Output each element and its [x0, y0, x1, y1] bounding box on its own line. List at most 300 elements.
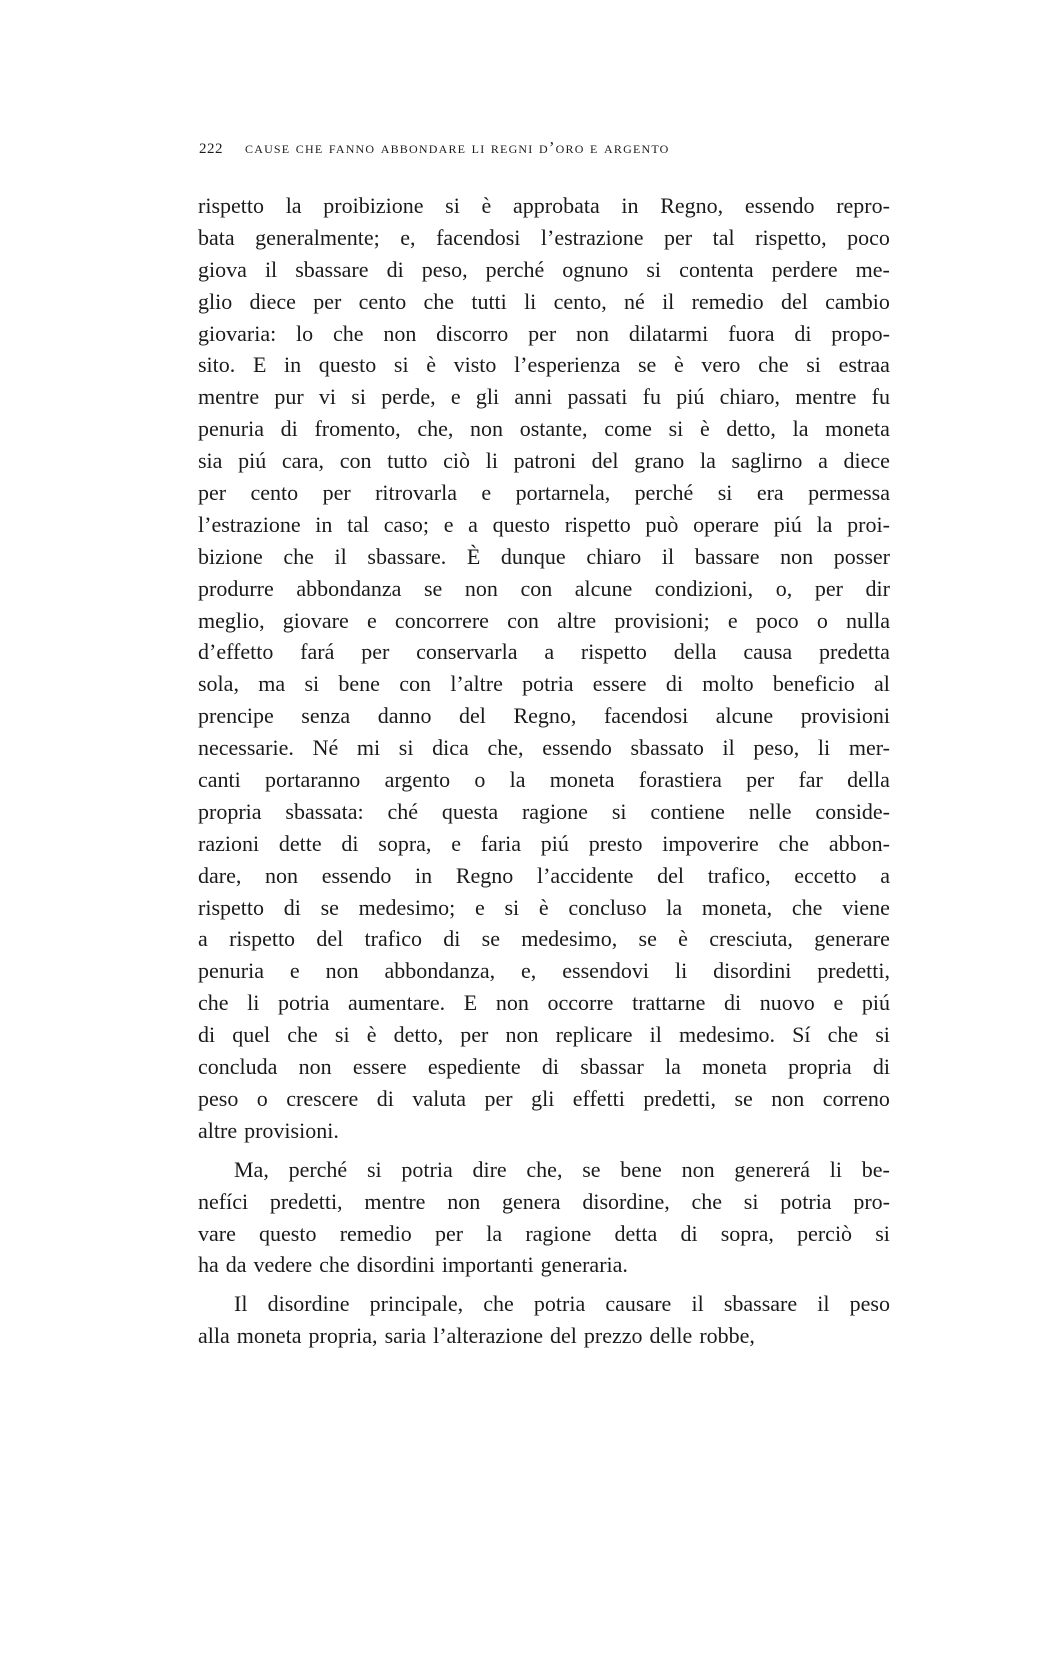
word: vero: [701, 352, 741, 378]
word: si: [668, 416, 684, 442]
word: si: [875, 1022, 890, 1048]
word: essere: [592, 671, 647, 697]
word: l’accidente: [536, 862, 634, 888]
word: delle: [649, 1323, 693, 1349]
word: si: [717, 480, 733, 506]
word: tutti: [471, 288, 507, 314]
word: impoverire: [662, 830, 759, 856]
word: perciò: [797, 1220, 853, 1246]
word: è: [426, 352, 436, 378]
text-line: [198, 1218, 890, 1250]
word: si: [875, 1220, 890, 1246]
word: non: [495, 990, 529, 1016]
word: rispetto: [198, 193, 264, 218]
word: la: [665, 1054, 681, 1080]
word: me-: [855, 256, 890, 282]
word: facendosi: [603, 703, 689, 729]
word: è: [481, 193, 492, 218]
word: li: [524, 288, 537, 314]
word: per: [322, 480, 351, 506]
word: disordine: [267, 1291, 350, 1317]
word: detta: [614, 1220, 658, 1246]
word: che: [791, 894, 823, 920]
text-line: [198, 700, 890, 732]
word: se: [320, 894, 339, 920]
word: questo: [259, 1220, 317, 1246]
word: propo-: [831, 320, 890, 346]
word: saglirno: [731, 448, 803, 474]
word: principale,: [369, 1291, 464, 1317]
word: chiaro,: [719, 384, 781, 410]
word: essendo: [542, 735, 612, 761]
word: peso,: [753, 735, 800, 761]
word: di: [872, 1054, 890, 1080]
word: il: [661, 543, 675, 569]
word: alcune: [574, 575, 633, 601]
word: poco: [847, 224, 890, 250]
word: abbondanza,: [384, 958, 496, 984]
word: giovaria:: [198, 320, 277, 346]
word: concluda: [198, 1054, 278, 1080]
word: questa: [441, 798, 499, 824]
word: prencipe: [198, 703, 274, 729]
word: contiene: [650, 798, 725, 824]
word: sito.: [198, 352, 236, 378]
word: tutto: [387, 448, 428, 474]
word: espediente: [427, 1054, 521, 1080]
word: o: [816, 607, 828, 633]
text-line: [198, 1051, 890, 1083]
word: viene: [842, 894, 890, 920]
word: si: [806, 352, 821, 378]
word: medesimo;: [358, 894, 456, 920]
word: di: [376, 1085, 394, 1111]
word: non: [576, 320, 610, 346]
text-line: [198, 605, 890, 637]
word: gli: [475, 384, 500, 410]
word: potria: [533, 1291, 586, 1317]
word: meglio,: [198, 607, 265, 633]
word: l’altre: [450, 671, 503, 697]
word: medesimo.: [679, 1022, 775, 1048]
text-line: [198, 381, 890, 413]
paragraph-gap: [198, 1147, 890, 1154]
text-line: [198, 1083, 890, 1115]
word: la: [666, 894, 683, 920]
word: si: [304, 671, 320, 697]
word: dire: [472, 1156, 507, 1182]
text-line: [198, 668, 890, 700]
word: portarnela,: [515, 480, 611, 506]
word: ma: [258, 671, 286, 697]
word: perché: [288, 1156, 348, 1182]
text-line: [198, 1249, 890, 1281]
word: bene: [620, 1156, 662, 1182]
word: necessarie.: [198, 735, 294, 761]
word: di: [283, 894, 301, 920]
word: e: [450, 384, 461, 410]
word: cento: [250, 480, 299, 506]
word: E: [463, 990, 478, 1016]
word: forastiera: [638, 767, 722, 793]
word: penuria: [198, 958, 264, 984]
word: in: [621, 193, 639, 218]
word: non: [383, 320, 417, 346]
word: l’estrazione: [198, 511, 301, 537]
word: argento: [384, 767, 451, 793]
word: o: [474, 767, 486, 793]
word: dica: [432, 735, 469, 761]
word: per: [664, 224, 693, 250]
word: non: [780, 543, 814, 569]
word: causare: [605, 1291, 672, 1317]
word: dunque: [500, 543, 566, 569]
word: del: [591, 448, 619, 474]
word: alla: [198, 1323, 230, 1349]
word: genererá: [734, 1156, 811, 1182]
word: della: [673, 639, 717, 665]
word: se: [582, 1156, 601, 1182]
word: è: [538, 894, 549, 920]
word: che: [198, 990, 229, 1016]
word: piú: [676, 384, 705, 410]
word: né: [624, 288, 645, 314]
word: penuria: [198, 416, 264, 442]
word: e: [451, 830, 461, 856]
word: che: [283, 543, 314, 569]
word: in: [415, 862, 433, 888]
word: li: [247, 990, 260, 1016]
word: la: [285, 193, 302, 218]
word: razioni: [198, 830, 260, 856]
word: per: [434, 1220, 464, 1246]
word: diece: [843, 448, 890, 474]
word: li: [674, 958, 688, 984]
word: che,: [417, 416, 454, 442]
word: il: [334, 543, 347, 569]
word: perché: [634, 480, 694, 506]
text-line: [198, 1019, 890, 1051]
word: essendo: [321, 862, 392, 888]
word: del: [459, 703, 486, 729]
word: fu: [871, 384, 890, 410]
word: del: [780, 288, 808, 314]
word: repro-: [836, 193, 890, 218]
word: con: [399, 671, 432, 697]
word: mi: [356, 735, 381, 761]
word: di: [443, 926, 461, 952]
word: sbassata:: [285, 798, 364, 824]
text-line: [198, 477, 890, 509]
word: estraa: [838, 352, 890, 378]
text-line: [198, 1320, 890, 1352]
word: anni: [514, 384, 553, 410]
word: moneta,: [701, 894, 773, 920]
word: portaranno: [265, 767, 361, 793]
word: vare: [198, 1220, 236, 1246]
word: che: [758, 352, 789, 378]
word: con: [339, 448, 372, 474]
word: pur: [274, 384, 304, 410]
word: eccetto: [794, 862, 857, 888]
word: moneta: [702, 1054, 767, 1080]
word: be-: [861, 1156, 890, 1182]
word: approbata: [512, 193, 600, 218]
word: il: [662, 288, 675, 314]
word: a: [544, 639, 555, 665]
word: per: [528, 320, 557, 346]
word: Regno,: [660, 193, 724, 218]
word: che: [483, 1291, 514, 1317]
word: ognuno: [562, 256, 629, 282]
word: con: [507, 607, 539, 633]
word: questo: [492, 511, 551, 537]
word: saria: [384, 1323, 427, 1349]
word: di: [794, 320, 812, 346]
word: si: [646, 256, 662, 282]
text-line: [198, 222, 890, 254]
word: peso,: [421, 256, 468, 282]
word: provisioni;: [614, 607, 710, 633]
word: chiaro: [586, 543, 642, 569]
text-line: [198, 349, 890, 381]
word: mer-: [848, 735, 890, 761]
text-line: [198, 254, 890, 286]
text-line: [198, 828, 890, 860]
word: grano: [634, 448, 685, 474]
text-line: [198, 892, 890, 924]
word: generalmente;: [255, 224, 380, 250]
word: concluso: [568, 894, 647, 920]
word: l’esperienza: [514, 352, 621, 378]
word: e: [289, 958, 300, 984]
word: del: [316, 926, 344, 952]
word: proi-: [847, 511, 890, 537]
word: vedere: [253, 1252, 313, 1278]
word: e: [481, 480, 492, 506]
word: che,: [487, 735, 524, 761]
word: il: [691, 1291, 704, 1317]
word: genera: [501, 1188, 561, 1214]
word: il: [264, 256, 278, 282]
word: ha: [198, 1252, 219, 1278]
word: rispetto: [198, 894, 264, 920]
word: e: [474, 894, 485, 920]
word: si: [743, 1188, 759, 1214]
text-line: [198, 860, 890, 892]
word: altre: [557, 607, 597, 633]
word: che,: [526, 1156, 563, 1182]
text-line: [198, 1288, 890, 1320]
word: sia: [198, 448, 223, 474]
word: li: [485, 448, 498, 474]
word: che: [691, 1188, 723, 1214]
word: per: [460, 1022, 489, 1048]
word: condizioni,: [654, 575, 754, 601]
word: dilatarmi: [628, 320, 709, 346]
word: moneta: [825, 416, 890, 442]
word: di: [541, 1054, 560, 1080]
word: si: [351, 384, 366, 410]
word: nefíci: [198, 1188, 249, 1214]
word: causa: [743, 639, 793, 665]
word: robbe,: [699, 1323, 755, 1349]
word: proibizione: [323, 193, 424, 218]
word: essendo: [744, 193, 815, 218]
word: di: [198, 1022, 216, 1048]
word: non: [681, 1156, 715, 1182]
word: operare: [693, 511, 760, 537]
word: trafico: [364, 926, 422, 952]
text-line: [198, 1115, 890, 1147]
word: peso: [849, 1291, 890, 1317]
word: d’effetto: [198, 639, 274, 665]
word: remedio: [339, 1220, 412, 1246]
word: mentre: [795, 384, 857, 410]
word: potria: [780, 1188, 832, 1214]
word: disordine,: [582, 1188, 670, 1214]
word: o,: [775, 575, 793, 601]
word: sbassare.: [367, 543, 447, 569]
word: che: [332, 320, 364, 346]
word: la: [509, 767, 526, 793]
text-line: [198, 1186, 890, 1218]
word: discorro: [436, 320, 509, 346]
word: diece: [249, 288, 296, 314]
word: vi: [318, 384, 337, 410]
word: trafico,: [707, 862, 771, 888]
word: non: [325, 958, 359, 984]
word: e: [727, 607, 738, 633]
word: predetti,: [643, 1085, 717, 1111]
word: al: [874, 671, 890, 697]
word: con: [520, 575, 553, 601]
word: propria,: [308, 1323, 378, 1349]
word: senza: [301, 703, 351, 729]
word: beneficio: [772, 671, 855, 697]
word: mentre: [198, 384, 260, 410]
word: ché: [387, 798, 419, 824]
word: faria: [480, 830, 522, 856]
word: e: [443, 511, 454, 537]
word: giovare: [282, 607, 349, 633]
text-line: [198, 1154, 890, 1186]
word: importanti: [441, 1252, 534, 1278]
word: non: [470, 416, 504, 442]
word: cresciuta,: [709, 926, 793, 952]
word: di: [680, 1220, 698, 1246]
word: danno: [377, 703, 432, 729]
word: bene: [338, 671, 380, 697]
word: provisioni.: [244, 1117, 339, 1143]
word: in: [315, 511, 333, 537]
word: per: [746, 767, 775, 793]
word: aumentare.: [348, 990, 446, 1016]
word: Regno: [455, 862, 514, 888]
word: Né: [312, 735, 339, 761]
text-line: [198, 732, 890, 764]
text-line: [198, 318, 890, 350]
text-line: [198, 190, 890, 222]
word: se: [481, 926, 500, 952]
word: poco: [755, 607, 799, 633]
word: di: [386, 256, 404, 282]
word: predetti,: [817, 958, 890, 984]
text-line: [198, 541, 890, 573]
word: altre: [198, 1117, 238, 1143]
text-line: [198, 923, 890, 955]
word: si: [504, 894, 520, 920]
word: medesimo,: [521, 926, 618, 952]
word: rispetto: [580, 639, 647, 665]
word: della: [847, 767, 890, 793]
word: la: [792, 416, 809, 442]
word: questo: [318, 352, 377, 378]
word: sbassar: [580, 1054, 644, 1080]
word: remedio: [691, 288, 764, 314]
word: abbon-: [828, 830, 890, 856]
word: cento: [358, 288, 407, 314]
word: permessa: [808, 480, 890, 506]
word: il: [722, 735, 735, 761]
word: il: [649, 1022, 662, 1048]
word: peso: [198, 1085, 239, 1111]
word: lo: [296, 320, 314, 346]
word: si: [398, 735, 414, 761]
word: crescere: [286, 1085, 359, 1111]
word: trattarne: [632, 990, 706, 1016]
word: a: [468, 511, 478, 537]
text-line: [198, 764, 890, 796]
word: e: [366, 607, 377, 633]
word: si: [611, 798, 627, 824]
paragraph-gap: [198, 1281, 890, 1288]
word: l’estrazione: [540, 224, 644, 250]
word: ciò: [443, 448, 471, 474]
word: che: [827, 1022, 859, 1048]
word: che: [778, 830, 810, 856]
word: tal: [347, 511, 370, 537]
word: predetti,: [269, 1188, 343, 1214]
word: è: [673, 352, 684, 378]
word: conservarla: [416, 639, 518, 665]
word: sola,: [198, 671, 239, 697]
word: far: [798, 767, 823, 793]
word: ragione: [521, 798, 588, 824]
running-head: [199, 138, 889, 158]
word: non: [265, 862, 299, 888]
word: sbassare: [723, 1291, 798, 1317]
word: dette: [278, 830, 322, 856]
word: li: [829, 1156, 843, 1182]
word: potria: [522, 671, 574, 697]
word: disordini: [356, 1252, 435, 1278]
word: è: [678, 926, 688, 952]
word: quel: [232, 1022, 271, 1048]
text-line: [198, 509, 890, 541]
word: giova: [198, 256, 247, 282]
word: se: [423, 575, 443, 601]
word: cento,: [553, 288, 607, 314]
word: generaria.: [540, 1252, 628, 1278]
word: Sí: [792, 1022, 811, 1048]
word: essere: [352, 1054, 407, 1080]
word: tal: [712, 224, 735, 250]
word: sbassato: [630, 735, 704, 761]
word: nulla: [846, 607, 890, 633]
word: per: [814, 575, 843, 601]
word: si: [366, 1156, 382, 1182]
